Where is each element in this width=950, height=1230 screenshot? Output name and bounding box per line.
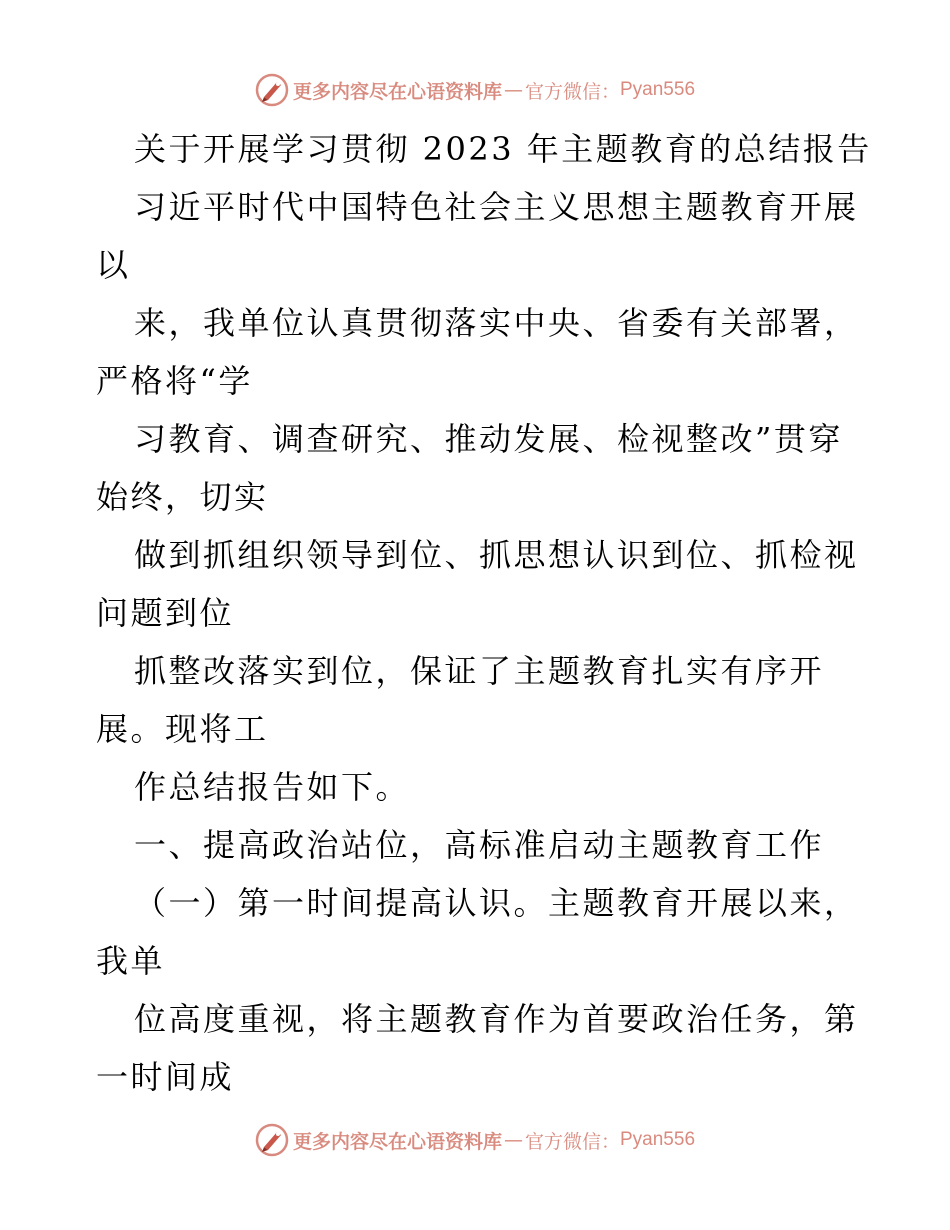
banner-slogan: 更多内容尽在心语资料库 [292, 1130, 502, 1153]
banner-slogan: 更多内容尽在心语资料库 [292, 80, 502, 103]
text-line: 展。现将工 [96, 710, 269, 748]
banner-wechat-id: Pyan556 [620, 1129, 696, 1150]
text-line: 严格将“学 [96, 362, 253, 400]
text-line: 一时间成 [96, 1058, 235, 1096]
footer-watermark-banner [0, 1120, 950, 1160]
text-line: 做到抓组织领导到位、抓思想认识到位、抓检视 [134, 536, 859, 574]
document-title: 关于开展学习贯彻 2023 年主题教育的总结报告 [134, 130, 872, 168]
document-body [96, 120, 872, 1106]
text-line: 问题到位 [96, 594, 235, 632]
text-line: 以 [96, 246, 131, 284]
text-line: 习近平时代中国特色社会主义思想主题教育开展 [134, 188, 859, 226]
header-watermark-banner [0, 70, 950, 110]
section-heading: 一、提高政治站位，高标准启动主题教育工作 [134, 826, 825, 864]
subsection-heading: （一）第一时间提高认识。主题教育开展以来， [134, 884, 859, 922]
text-line: 作总结报告如下。 [134, 768, 411, 806]
banner-separator: — [503, 1129, 523, 1151]
text-line: 习教育、调查研究、推动发展、检视整改”贯穿 [134, 420, 843, 458]
quill-pen-icon [255, 1123, 289, 1157]
text-line: 始终，切实 [96, 478, 269, 516]
text-line: 位高度重视，将主题教育作为首要政治任务，第 [134, 1000, 859, 1038]
banner-separator: — [503, 79, 523, 101]
text-line: 来，我单位认真贯彻落实中央、省委有关部署， [134, 304, 859, 342]
text-line: 我单 [96, 942, 166, 980]
quill-pen-icon [255, 73, 289, 107]
banner-wechat-id: Pyan556 [620, 79, 696, 100]
banner-wechat-label: 官方微信： [524, 80, 620, 103]
banner-wechat-label: 官方微信： [524, 1130, 620, 1153]
text-line: 抓整改落实到位，保证了主题教育扎实有序开 [134, 652, 825, 690]
